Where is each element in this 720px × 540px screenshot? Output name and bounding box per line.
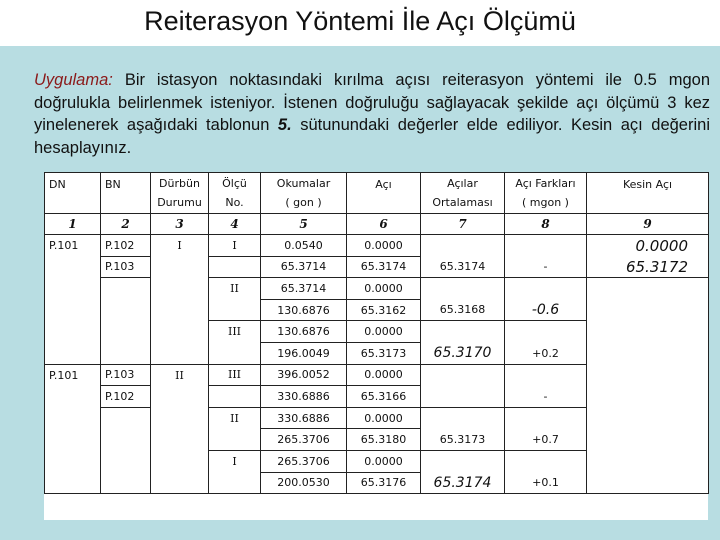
cell-kesin	[587, 299, 709, 321]
cell-kesin	[587, 321, 709, 343]
cell-ortalama: 65.3168	[421, 299, 505, 321]
table-row	[45, 429, 709, 451]
cell-okuma: 265.3706	[261, 450, 347, 472]
cell-dn	[45, 342, 101, 364]
cell-ortalama	[421, 235, 505, 257]
cell-aci: 0.0000	[347, 321, 421, 343]
cell-bn: P.103	[101, 364, 151, 386]
cell-aci: 0.0000	[347, 364, 421, 386]
col-number: 5	[261, 214, 347, 235]
cell-dn	[45, 278, 101, 300]
col-number: 1	[45, 214, 101, 235]
cell-kesin	[587, 342, 709, 364]
cell-dn: P.101	[45, 235, 101, 257]
cell-okuma: 330.6886	[261, 407, 347, 429]
col-number: 2	[101, 214, 151, 235]
cell-olcu	[209, 429, 261, 451]
cell-olcu	[209, 342, 261, 364]
cell-okuma: 200.0530	[261, 472, 347, 494]
cell-durbun	[151, 472, 209, 494]
cell-okuma: 196.0049	[261, 342, 347, 364]
problem-text-before: Bir istasyon noktasındaki kırılma açısı reiterasyon yöntemi ile 0.5 mgon doğrulukla belirlenmek isteniyor. İstenen doğruluğu sağlayacak şekilde açı ölçümü 3 kez yinelenerek aşağıdaki tablonun	[34, 71, 710, 134]
cell-durbun	[151, 429, 209, 451]
cell-bn	[101, 299, 151, 321]
cell-dn	[45, 386, 101, 408]
cell-fark	[505, 450, 587, 472]
cell-fark: -0.6	[505, 299, 587, 321]
header-acilar-line1: Açılar	[447, 177, 478, 190]
header-olcu	[209, 173, 261, 214]
header-okumalar-line1: Okumalar	[276, 177, 331, 190]
cell-bn	[101, 321, 151, 343]
header-kesin: Kesin Açı	[587, 173, 709, 214]
table-row	[45, 278, 709, 300]
cell-kesin: 65.3172	[587, 256, 709, 278]
cell-dn	[45, 472, 101, 494]
problem-statement	[34, 69, 710, 159]
table-row	[45, 342, 709, 364]
cell-olcu: III	[209, 321, 261, 343]
col-number: 9	[587, 214, 709, 235]
cell-ortalama	[421, 386, 505, 408]
header-durbun-line1: Dürbün	[159, 177, 200, 190]
table-row	[45, 386, 709, 408]
cell-okuma: 130.6876	[261, 321, 347, 343]
header-acilar	[421, 173, 505, 214]
cell-olcu	[209, 386, 261, 408]
cell-bn	[101, 278, 151, 300]
cell-bn	[101, 407, 151, 429]
table-row	[45, 256, 709, 278]
cell-ortalama: 65.3174	[421, 472, 505, 494]
col-number: 6	[347, 214, 421, 235]
cell-ortalama	[421, 278, 505, 300]
cell-fark: +0.7	[505, 429, 587, 451]
cell-kesin	[587, 386, 709, 408]
table-row	[45, 364, 709, 386]
measurement-table-container	[44, 172, 708, 520]
header-olcu-line2: No.	[225, 196, 244, 209]
cell-dn: P.101	[45, 364, 101, 386]
cell-durbun	[151, 256, 209, 278]
cell-aci: 0.0000	[347, 235, 421, 257]
cell-dn	[45, 256, 101, 278]
cell-fark: -	[505, 256, 587, 278]
cell-fark: -	[505, 386, 587, 408]
cell-olcu	[209, 472, 261, 494]
cell-kesin	[587, 450, 709, 472]
cell-aci: 65.3174	[347, 256, 421, 278]
cell-olcu: II	[209, 407, 261, 429]
cell-fark	[505, 407, 587, 429]
cell-bn	[101, 450, 151, 472]
cell-ortalama: 65.3170	[421, 342, 505, 364]
header-durbun	[151, 173, 209, 214]
cell-ortalama	[421, 364, 505, 386]
cell-bn	[101, 342, 151, 364]
cell-aci: 0.0000	[347, 278, 421, 300]
cell-ortalama	[421, 407, 505, 429]
table-row	[45, 472, 709, 494]
cell-okuma: 396.0052	[261, 364, 347, 386]
cell-bn	[101, 429, 151, 451]
cell-ortalama: 65.3174	[421, 256, 505, 278]
header-farklar-line2: ( mgon )	[522, 196, 569, 209]
page-title: Reiterasyon Yöntemi İle Açı Ölçümü	[144, 6, 576, 36]
col-number: 4	[209, 214, 261, 235]
problem-text-after: sütunundaki değerler elde ediliyor. Kesin açı değerini hesaplayınız.	[34, 116, 710, 157]
header-durbun-line2: Durumu	[157, 196, 202, 209]
cell-durbun	[151, 342, 209, 364]
measurement-table	[44, 172, 709, 494]
header-farklar-line1: Açı Farkları	[515, 177, 576, 190]
cell-bn	[101, 472, 151, 494]
table-row	[45, 321, 709, 343]
cell-dn	[45, 321, 101, 343]
cell-dn	[45, 299, 101, 321]
cell-olcu: II	[209, 278, 261, 300]
table-row	[45, 450, 709, 472]
cell-dn	[45, 450, 101, 472]
header-dn: DN	[45, 173, 101, 214]
cell-okuma: 130.6876	[261, 299, 347, 321]
cell-aci: 65.3176	[347, 472, 421, 494]
cell-bn: P.103	[101, 256, 151, 278]
cell-olcu: I	[209, 235, 261, 257]
col-number: 8	[505, 214, 587, 235]
cell-olcu: III	[209, 364, 261, 386]
cell-durbun	[151, 407, 209, 429]
cell-kesin: 0.0000	[587, 235, 709, 257]
cell-aci: 65.3162	[347, 299, 421, 321]
problem-column-reference: 5.	[277, 116, 292, 134]
table-row	[45, 407, 709, 429]
header-farklar	[505, 173, 587, 214]
cell-fark	[505, 235, 587, 257]
cell-ortalama	[421, 321, 505, 343]
cell-olcu	[209, 299, 261, 321]
cell-fark	[505, 321, 587, 343]
cell-durbun	[151, 278, 209, 300]
cell-kesin	[587, 278, 709, 300]
cell-fark	[505, 364, 587, 386]
cell-durbun	[151, 450, 209, 472]
cell-kesin	[587, 364, 709, 386]
table-row	[45, 235, 709, 257]
cell-bn: P.102	[101, 235, 151, 257]
cell-okuma: 65.3714	[261, 278, 347, 300]
cell-okuma: 0.0540	[261, 235, 347, 257]
header-okumalar-line2: ( gon )	[285, 196, 322, 209]
cell-durbun	[151, 299, 209, 321]
cell-okuma: 330.6886	[261, 386, 347, 408]
cell-durbun: II	[151, 364, 209, 386]
cell-kesin	[587, 472, 709, 494]
cell-aci: 65.3173	[347, 342, 421, 364]
cell-bn: P.102	[101, 386, 151, 408]
cell-olcu	[209, 256, 261, 278]
cell-ortalama: 65.3173	[421, 429, 505, 451]
header-aci: Açı	[347, 173, 421, 214]
cell-olcu: I	[209, 450, 261, 472]
header-acilar-line2: Ortalaması	[432, 196, 493, 209]
header-bn: BN	[101, 173, 151, 214]
header-okumalar	[261, 173, 347, 214]
col-number: 3	[151, 214, 209, 235]
cell-okuma: 265.3706	[261, 429, 347, 451]
cell-dn	[45, 407, 101, 429]
cell-aci: 65.3166	[347, 386, 421, 408]
cell-durbun	[151, 321, 209, 343]
cell-fark: +0.1	[505, 472, 587, 494]
header-olcu-line1: Ölçü	[222, 177, 247, 190]
cell-ortalama	[421, 450, 505, 472]
cell-durbun	[151, 386, 209, 408]
cell-kesin	[587, 429, 709, 451]
cell-fark: +0.2	[505, 342, 587, 364]
cell-okuma: 65.3714	[261, 256, 347, 278]
cell-aci: 65.3180	[347, 429, 421, 451]
table-header-row	[45, 173, 709, 214]
cell-kesin	[587, 407, 709, 429]
cell-aci: 0.0000	[347, 450, 421, 472]
cell-fark	[505, 278, 587, 300]
col-number: 7	[421, 214, 505, 235]
cell-aci: 0.0000	[347, 407, 421, 429]
column-number-row	[45, 214, 709, 235]
problem-label: Uygulama:	[34, 71, 113, 89]
table-row	[45, 299, 709, 321]
cell-durbun: I	[151, 235, 209, 257]
cell-dn	[45, 429, 101, 451]
